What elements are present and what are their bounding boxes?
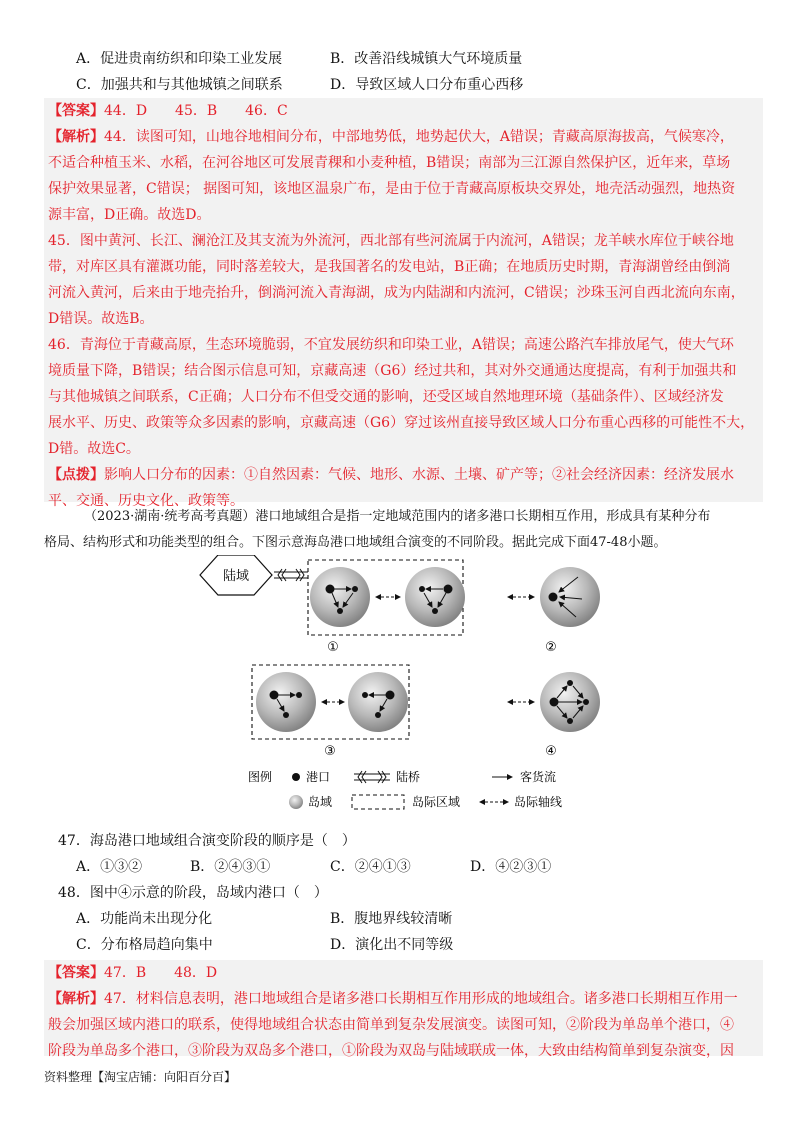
port (419, 586, 425, 592)
stage-label-1: ① (327, 640, 339, 655)
answer-block-44-46 (44, 98, 763, 509)
port (432, 608, 438, 614)
legend-port-label: 港口 (306, 770, 331, 784)
q47-stem: 47．海岛港口地域组合演变阶段的顺序是（ ） (58, 833, 356, 849)
answer-line (44, 98, 763, 124)
figure-legend (248, 769, 562, 809)
legend-land-bridge-label: 陆桥 (396, 770, 421, 784)
tip-tag: 【点拨】 (48, 467, 104, 483)
answer-line-2 (44, 960, 763, 986)
q46-option-a: A．促进贵南纺织和印染工业发展 (76, 51, 283, 67)
q47-option-d: D．④②③① (470, 859, 552, 875)
explain-45-line-1: 45．图中黄河、长江、澜沧江及其支流为外流河，西北部有些河流属于内流河，A错误；龙羊峡水库位于峡谷地 (48, 233, 734, 249)
legend-flow-label: 客货流 (520, 770, 557, 784)
port (270, 691, 279, 700)
explain-44-line-1 (44, 124, 763, 150)
tip-line-2: 平、交通、历史文化、政策等。 (48, 493, 244, 509)
port-evolution-figure (190, 555, 610, 815)
port (583, 699, 589, 705)
explain-46-line-1: 46．青海位于青藏高原，生态环境脆弱，不宜发展纺织和印染工业，A错误；高速公路汽车排放尾气，使大气环 (48, 337, 734, 353)
legend-inter-island-area-label: 岛际区域 (412, 795, 461, 809)
land-bridge-symbol (274, 569, 308, 581)
q47-option-c: C．②④①③ (330, 859, 411, 875)
port (296, 692, 302, 698)
stage-label-4: ④ (545, 744, 557, 759)
legend-inter-island-area-symbol (352, 795, 404, 809)
stage-3-diagram (252, 665, 409, 759)
stage-label-2: ② (545, 640, 557, 655)
port (444, 585, 453, 594)
port (567, 680, 573, 686)
island (348, 672, 408, 732)
q48-stem: 48．图中④示意的阶段，岛域内港口（ ） (58, 885, 328, 901)
explain-45-line-2: 带，对库区具有灌溉功能，同时落差较大，是我国著名的发电站，B正确；在地质历史时期，青海湖曾经由倒淌 (48, 259, 731, 275)
explain-46-line-2: 境质量下降，B错误；结合图示信息可知，京藏高速（G6）经过共和，其对外交通通达度提高，有利于加强共和 (48, 363, 737, 379)
answer-block-47-48 (44, 960, 763, 1059)
explain-47-line-1 (44, 986, 763, 1012)
island (405, 567, 465, 627)
port (326, 585, 335, 594)
land-label: 陆域 (222, 569, 250, 584)
q48-option-c: C．分布格局趋向集中 (76, 937, 213, 953)
answer-tag: 【答案】 (48, 103, 104, 119)
legend-port-symbol (292, 773, 300, 781)
explain-47-text-1: 47．材料信息表明，港口地域组合是诸多港口长期相互作用形成的地域组合。诸多港口长期相互作用一 (104, 991, 738, 1007)
stage-2-diagram (508, 567, 600, 655)
footer-source: 资料整理【淘宝店铺：向阳百分百】 (44, 1070, 237, 1084)
port (352, 586, 358, 592)
answer-text: 47．B 48．D (104, 965, 218, 981)
legend-land-bridge-symbol (354, 771, 390, 783)
q46-option-d: D．导致区域人口分布重心西移 (330, 77, 524, 93)
port (375, 712, 381, 718)
legend-axis-label: 岛际轴线 (514, 795, 563, 809)
explain-46-line-5: D错。故选C。 (48, 441, 140, 457)
tip-text-1: 影响人口分布的因素：①自然因素：气候、地形、水源、土壤、矿产等；②社会经济因素：经济发展水 (104, 467, 734, 483)
port (567, 718, 573, 724)
q48-option-b: B．腹地界线较清晰 (330, 911, 453, 927)
port (550, 698, 559, 707)
explain-44-text-1: 44．读图可知，山地谷地相间分布，中部地势低，地势起伏大，A错误；青藏高原海拔高，气候寒冷， (104, 129, 734, 145)
explain-47-line-2: 般会加强区域内港口的联系，使得地域组合状态由简单到复杂发展演变。读图可知，②阶段为单岛单个港口，④ (48, 1017, 734, 1033)
explain-46-line-3: 与其他城镇之间联系，C正确；人口分布不但受交通的影响，还受区域自然地理环境（基础条件）、区域经济发 (48, 389, 724, 405)
stage-4-diagram (508, 672, 600, 759)
port (337, 608, 343, 614)
answer-tag: 【答案】 (48, 965, 104, 981)
port (362, 692, 368, 698)
explain-44-line-4: 源丰富，D正确。故选D。 (48, 207, 211, 223)
q47-option-b: B．②④③① (190, 859, 271, 875)
q46-option-b: B．改善沿线城镇大气环境质量 (330, 51, 523, 67)
port (386, 691, 395, 700)
stage-label-3: ③ (324, 744, 336, 759)
island (256, 672, 316, 732)
explain-44-line-3: 保护效果显著，C错误； 据图可知，该地区温泉广布，是由于位于青藏高原板块交界处，地壳活动强烈，地热资 (48, 181, 736, 197)
legend-title: 图例 (248, 770, 273, 784)
stage-1-diagram (200, 555, 465, 655)
explain-tag: 【解析】 (48, 991, 104, 1007)
port (549, 593, 558, 602)
explain-46-line-4: 展水平、历史、政策等众多因素的影响，京藏高速（G6）穿过该州直接导致区域人口分布重心西移的可能性不大， (48, 415, 755, 431)
tip-line-1 (44, 462, 763, 488)
question-intro (44, 504, 760, 556)
answer-text: 44．D 45．B 46．C (104, 103, 288, 119)
legend-island-label: 岛域 (308, 795, 333, 809)
intro-line-1: （2023·湖南·统考高考真题）港口地域组合是指一定地域范围内的诸多港口长期相互作用，形成具有某种分布 (84, 509, 711, 524)
legend-island-symbol (289, 795, 303, 809)
intro-line-2: 格局、结构形式和功能类型的组合。下图示意海岛港口地域组合演变的不同阶段。据此完成下面47-48小题。 (44, 535, 667, 550)
q48-option-d: D．演化出不同等级 (330, 937, 454, 953)
port (283, 712, 289, 718)
q48-option-a: A．功能尚未出现分化 (76, 911, 213, 927)
explain-45-line-3: 河流入黄河，后来由于地壳抬升，倒淌河流入青海湖，成为内陆湖和内流河，C错误；沙珠玉河自西北流向东南， (48, 285, 745, 301)
q46-option-c: C．加强共和与其他城镇之间联系 (76, 77, 283, 93)
explain-44-line-2: 不适合种植玉米、水稻，在河谷地区可发展青稞和小麦种植，B错误；南部为三江源自然保护区，近年来，草场 (48, 155, 731, 171)
explain-tag: 【解析】 (48, 129, 104, 145)
q47-option-a: A．①③② (76, 859, 143, 875)
island (310, 567, 370, 627)
explain-45-line-4: D错误。故选B。 (48, 311, 154, 327)
explain-47-line-3: 阶段为单岛多个港口，③阶段为双岛多个港口，①阶段为双岛与陆域联成一体，大致由结构简单到复杂演变，因 (48, 1043, 734, 1059)
